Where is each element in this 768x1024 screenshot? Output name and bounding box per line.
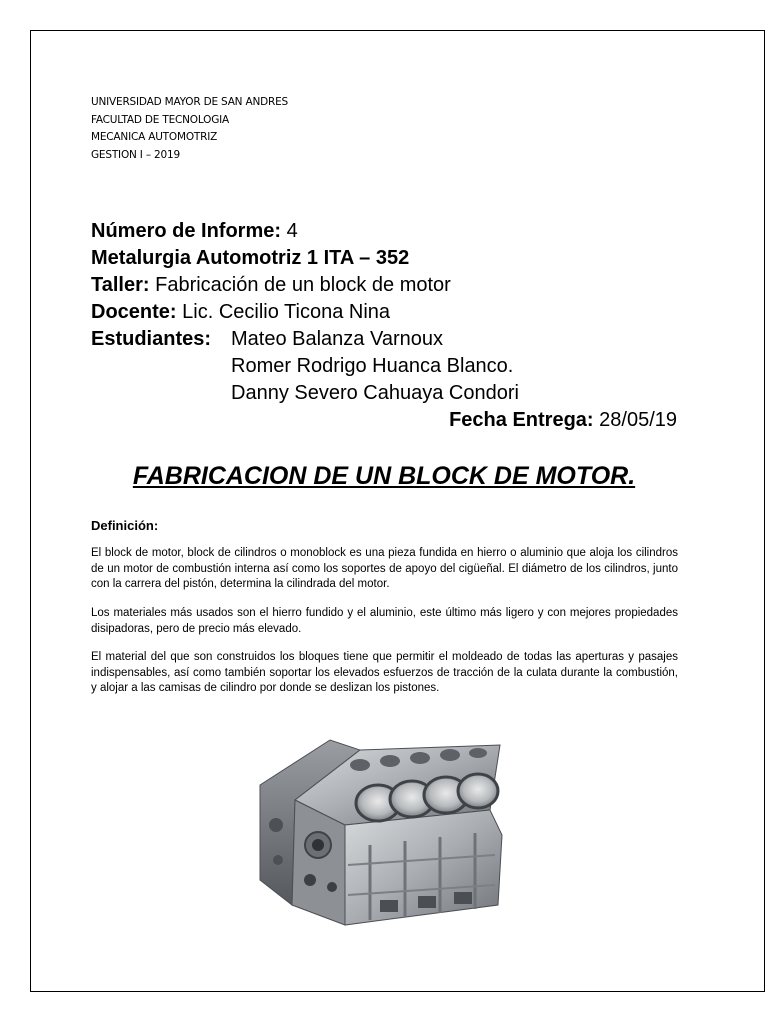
engine-block-image xyxy=(240,715,525,930)
report-info xyxy=(91,218,691,434)
students-label: Estudiantes: xyxy=(91,328,212,350)
term-line: GESTION I – 2019 xyxy=(91,148,180,161)
students-row-2 xyxy=(91,353,691,380)
career-name: MECANICA AUTOMOTRIZ xyxy=(91,131,218,143)
course-name: Metalurgia Automotriz 1 ITA – 352 xyxy=(91,247,410,269)
student-name: Romer Rodrigo Huanca Blanco. xyxy=(231,355,514,377)
student-name: Danny Severo Cahuaya Condori xyxy=(231,382,519,404)
institution-header xyxy=(91,94,288,164)
teacher-value: Lic. Cecilio Ticona Nina xyxy=(182,301,391,323)
university-name: UNIVERSIDAD MAYOR DE SAN ANDRES xyxy=(91,96,288,108)
date-label: Fecha Entrega: xyxy=(449,409,594,431)
definition-paragraph: El block de motor, block de cilindros o monoblock es una pieza fundida en hierro o aluminio que aloja los cilindros de un motor de combustión interna así como los soportes de apoyo del cigüeñal. El diámetro de los cilindros, junto con la carrera del pistón, determina la cilindrada del motor. xyxy=(91,547,678,590)
students-row xyxy=(91,326,691,353)
document-title: FABRICACION DE UN BLOCK DE MOTOR. xyxy=(132,462,636,490)
definition-heading: Definición: xyxy=(91,518,159,533)
date-row xyxy=(91,407,691,434)
report-number-value: 4 xyxy=(286,220,298,242)
workshop-label: Taller: xyxy=(91,274,150,296)
date-value: 28/05/19 xyxy=(599,409,677,431)
workshop-value: Fabricación de un block de motor xyxy=(155,274,451,296)
materials-paragraph: Los materiales más usados son el hierro fundido y el aluminio, este último más ligero y con mejores propiedades disipadoras, pero de precio más elevado. xyxy=(91,607,678,635)
construction-paragraph: El material del que son construidos los bloques tiene que permitir el moldeado de todas las aperturas y pasajes indispensables, así como también soportar los elevados esfuerzos de tracción de la culata durante la combustión, y alojar a las camisas de cilindro por donde se deslizan los pistones. xyxy=(91,651,678,694)
course-row xyxy=(91,245,691,272)
workshop-row xyxy=(91,272,691,299)
teacher-row xyxy=(91,299,691,326)
report-number-label: Número de Informe: xyxy=(91,220,282,242)
students-row-3 xyxy=(91,380,691,407)
faculty-name: FACULTAD DE TECNOLOGIA xyxy=(91,113,230,126)
report-number-row xyxy=(91,218,691,245)
student-name: Mateo Balanza Varnoux xyxy=(231,328,443,350)
teacher-label: Docente: xyxy=(91,301,177,323)
